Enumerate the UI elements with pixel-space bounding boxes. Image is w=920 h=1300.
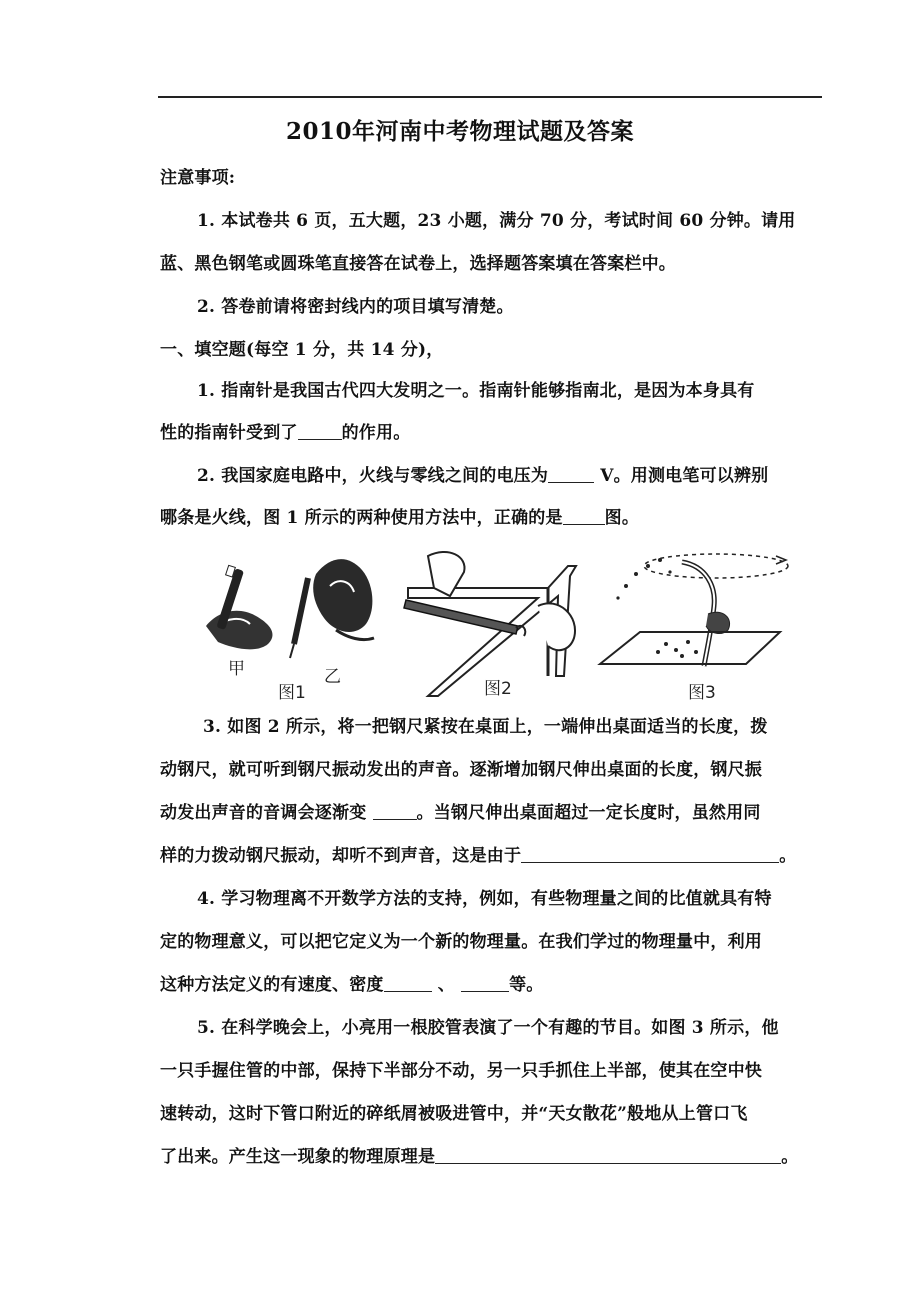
q2-text-after: V。用测电笔可以辨别 xyxy=(594,466,769,486)
q5-text-before: 了出来。产生这一现象的物理原理是 xyxy=(160,1147,436,1167)
q3-line4-after: 。 xyxy=(779,846,797,866)
figure-1 xyxy=(198,526,388,706)
question-2-line-1 xyxy=(197,461,768,486)
question-4-line-3 xyxy=(160,970,543,995)
q4-blank-2[interactable] xyxy=(461,975,509,992)
q5-text-after: 。 xyxy=(781,1147,799,1167)
q2-voltage-blank[interactable] xyxy=(548,466,594,483)
notes-heading: 注意事项: xyxy=(160,168,236,188)
q1-answer-blank[interactable] xyxy=(298,423,342,440)
figure-2 xyxy=(398,526,588,706)
figure-1-caption: 图1 xyxy=(278,683,306,703)
q4-text-after: 等。 xyxy=(509,975,544,995)
q4-separator: 、 xyxy=(431,975,455,995)
q3-reason-blank[interactable] xyxy=(521,846,779,863)
q3-line4-before: 样的力拨动钢尺振动，却听不到声音，这是由于 xyxy=(160,846,522,866)
q1-text-after: 的作用。 xyxy=(341,423,411,443)
page-title: 2010年河南中考物理试题及答案 xyxy=(285,118,634,145)
note-1-line-1: 1. 本试卷共 6 页，五大题，23 小题，满分 70 分，考试时间 60 分钟。请用 xyxy=(197,211,796,231)
q3-text-before: 动发出声音的音调会逐渐变 xyxy=(160,803,367,823)
figure-2-caption: 图2 xyxy=(484,679,512,699)
q2-line2-before: 哪条是火线，图 1 所示的两种使用方法中，正确的是 xyxy=(160,508,563,528)
figure-1-jia-label: 甲 xyxy=(228,659,245,679)
note-2: 2. 答卷前请将密封线内的项目填写清楚。 xyxy=(197,297,514,317)
question-5-line-1: 5. 在科学晚会上，小亮用一根胶管表演了一个有趣的节目。如图 3 所示，他 xyxy=(197,1018,779,1038)
question-4-line-2: 定的物理意义，可以把它定义为一个新的物理量。在我们学过的物理量中，利用 xyxy=(160,932,762,952)
q2-figure-blank[interactable] xyxy=(563,508,605,525)
question-3-line-1: 3. 如图 2 所示，将一把钢尺紧按在桌面上，一端伸出桌面适当的长度，拨 xyxy=(203,717,768,737)
question-3-line-2: 动钢尺，就可听到钢尺振动发出的声音。逐渐增加钢尺伸出桌面的长度，钢尺振 xyxy=(160,760,762,780)
figure-1-yi-label: 乙 xyxy=(324,667,341,687)
question-5-line-2: 一只手握住管的中部，保持下半部分不动，另一只手抓住上半部，使其在空中快 xyxy=(160,1061,762,1081)
question-5-line-4 xyxy=(160,1142,798,1167)
q4-blank-1[interactable] xyxy=(384,975,432,992)
section-1-heading: 一、填空题(每空 1 分，共 14 分)， xyxy=(160,340,444,360)
note-1-line-2: 蓝、黑色钢笔或圆珠笔直接答在试卷上，选择题答案填在答案栏中。 xyxy=(160,254,676,274)
question-3-line-4 xyxy=(160,841,796,866)
q5-principle-blank[interactable] xyxy=(435,1147,781,1164)
header-rule xyxy=(158,96,822,98)
figure-3-caption: 图3 xyxy=(688,683,716,703)
question-1-line-2 xyxy=(160,418,410,443)
question-1-line-1: 1. 指南针是我国古代四大发明之一。指南针能够指南北，是因为本身具有 xyxy=(197,381,755,401)
q3-pitch-blank[interactable] xyxy=(373,803,417,820)
figure-3 xyxy=(596,526,796,706)
q2-text-before: 2. 我国家庭电路中，火线与零线之间的电压为 xyxy=(197,466,549,486)
question-2-line-2 xyxy=(160,503,639,528)
q1-text-before: 性的指南针受到了 xyxy=(160,423,298,443)
question-4-line-1: 4. 学习物理离不开数学方法的支持，例如，有些物理量之间的比值就具有特 xyxy=(197,889,772,909)
q3-text-after: 。当钢尺伸出桌面超过一定长度时，虽然用同 xyxy=(416,803,761,823)
q4-text-before: 这种方法定义的有速度、密度 xyxy=(160,975,384,995)
question-3-line-3 xyxy=(160,798,761,823)
question-5-line-3: 速转动，这时下管口附近的碎纸屑被吸进管中，并“天女散花”般地从上管口飞 xyxy=(160,1104,748,1124)
q2-line2-after: 图。 xyxy=(604,508,640,528)
